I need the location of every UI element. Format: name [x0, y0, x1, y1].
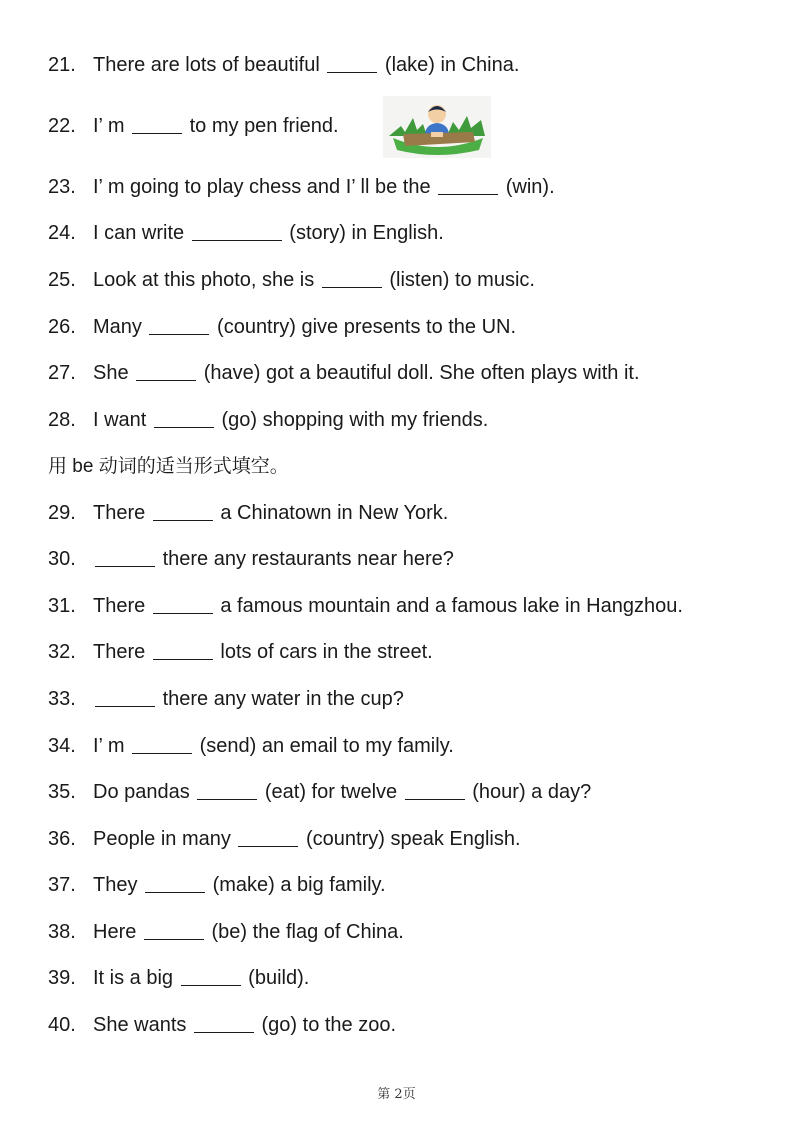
question-text: (send) an email to my family. — [199, 735, 454, 757]
question-text: lots of cars in the street. — [220, 641, 433, 663]
question-text: (win). — [505, 176, 555, 198]
answer-blank[interactable] — [153, 502, 213, 521]
question-30 — [48, 547, 454, 571]
question-33 — [48, 687, 404, 711]
answer-blank[interactable] — [145, 874, 205, 893]
question-text: Here — [93, 921, 137, 943]
question-text: She — [93, 362, 129, 384]
answer-blank[interactable] — [438, 176, 498, 195]
question-text: to my pen friend. — [189, 115, 339, 137]
answer-blank[interactable] — [181, 967, 241, 986]
question-number: 26. — [48, 316, 76, 338]
answer-blank[interactable] — [405, 781, 465, 800]
answer-blank[interactable] — [149, 316, 209, 335]
question-text: There — [93, 502, 146, 524]
question-28 — [48, 408, 488, 432]
boy-writing-illustration — [383, 96, 491, 158]
question-text: (lake) in China. — [384, 54, 520, 76]
question-21 — [48, 53, 519, 77]
answer-blank[interactable] — [95, 688, 155, 707]
question-text: She wants — [93, 1014, 187, 1036]
question-number: 28. — [48, 409, 76, 431]
section-heading: 用 be 动词的适当形式填空。 — [48, 456, 289, 477]
question-29 — [48, 501, 448, 525]
question-text: a Chinatown in New York. — [220, 502, 449, 524]
question-number: 40. — [48, 1014, 76, 1036]
question-text: (story) in English. — [289, 222, 444, 244]
question-number: 29. — [48, 502, 76, 524]
question-number: 27. — [48, 362, 76, 384]
question-number: 38. — [48, 921, 76, 943]
question-text: (go) shopping with my friends. — [221, 409, 489, 431]
question-text: (go) to the zoo. — [261, 1014, 397, 1036]
question-text: There are lots of beautiful — [93, 54, 320, 76]
question-text: I want — [93, 409, 147, 431]
question-text: (have) got a beautiful doll. She often plays with it. — [203, 362, 640, 384]
question-35 — [48, 780, 591, 804]
question-39 — [48, 966, 309, 990]
question-text: (hour) a day? — [472, 781, 592, 803]
question-25 — [48, 268, 535, 292]
question-number: 22. — [48, 115, 76, 137]
answer-blank[interactable] — [132, 735, 192, 754]
question-text: There — [93, 595, 146, 617]
question-number: 33. — [48, 688, 76, 710]
question-24 — [48, 221, 444, 245]
question-text: There — [93, 641, 146, 663]
question-32 — [48, 640, 433, 664]
question-text: (build). — [248, 967, 310, 989]
question-number: 34. — [48, 735, 76, 757]
question-text: (be) the flag of China. — [211, 921, 404, 943]
page-number-footer: 第 2页 — [377, 1087, 416, 1102]
answer-blank[interactable] — [238, 828, 298, 847]
answer-blank[interactable] — [132, 115, 182, 134]
question-number: 37. — [48, 874, 76, 896]
question-36 — [48, 827, 521, 851]
question-number: 25. — [48, 269, 76, 291]
question-26 — [48, 315, 516, 339]
answer-blank[interactable] — [153, 641, 213, 660]
question-number: 32. — [48, 641, 76, 663]
question-text: there any restaurants near here? — [162, 548, 454, 570]
question-number: 39. — [48, 967, 76, 989]
question-34 — [48, 734, 454, 758]
question-text: (listen) to music. — [389, 269, 535, 291]
question-text: (country) give presents to the UN. — [217, 316, 517, 338]
question-text: (make) a big family. — [212, 874, 386, 896]
answer-blank[interactable] — [322, 269, 382, 288]
question-22 — [48, 114, 339, 138]
question-40 — [48, 1013, 396, 1037]
question-23 — [48, 175, 555, 199]
question-text: Many — [93, 316, 142, 338]
answer-blank[interactable] — [95, 548, 155, 567]
question-number: 36. — [48, 828, 76, 850]
question-text: (country) speak English. — [306, 828, 521, 850]
boy-writing-at-desk-picture — [383, 96, 491, 158]
answer-blank[interactable] — [197, 781, 257, 800]
question-38 — [48, 920, 404, 944]
answer-blank[interactable] — [194, 1014, 254, 1033]
question-text: People in many — [93, 828, 231, 850]
question-text: I’ m going to play chess and I’ ll be the — [93, 176, 431, 198]
answer-blank[interactable] — [327, 54, 377, 73]
question-text: I’ m — [93, 735, 125, 757]
question-text: Look at this photo, she is — [93, 269, 315, 291]
question-number: 21. — [48, 54, 76, 76]
question-number: 23. — [48, 176, 76, 198]
question-text: (eat) for twelve — [264, 781, 398, 803]
question-31 — [48, 594, 683, 618]
answer-blank[interactable] — [154, 409, 214, 428]
question-number: 35. — [48, 781, 76, 803]
question-text: They — [93, 874, 138, 896]
question-37 — [48, 873, 386, 897]
question-text: It is a big — [93, 967, 174, 989]
answer-blank[interactable] — [192, 222, 282, 241]
question-text: I’ m — [93, 115, 125, 137]
question-number: 30. — [48, 548, 76, 570]
question-text: there any water in the cup? — [162, 688, 404, 710]
question-text: Do pandas — [93, 781, 190, 803]
question-text: I can write — [93, 222, 185, 244]
question-number: 31. — [48, 595, 76, 617]
question-27 — [48, 361, 640, 385]
question-text: a famous mountain and a famous lake in Hangzhou. — [220, 595, 683, 617]
answer-blank[interactable] — [153, 595, 213, 614]
answer-blank[interactable] — [144, 921, 204, 940]
answer-blank[interactable] — [136, 362, 196, 381]
question-number: 24. — [48, 222, 76, 244]
